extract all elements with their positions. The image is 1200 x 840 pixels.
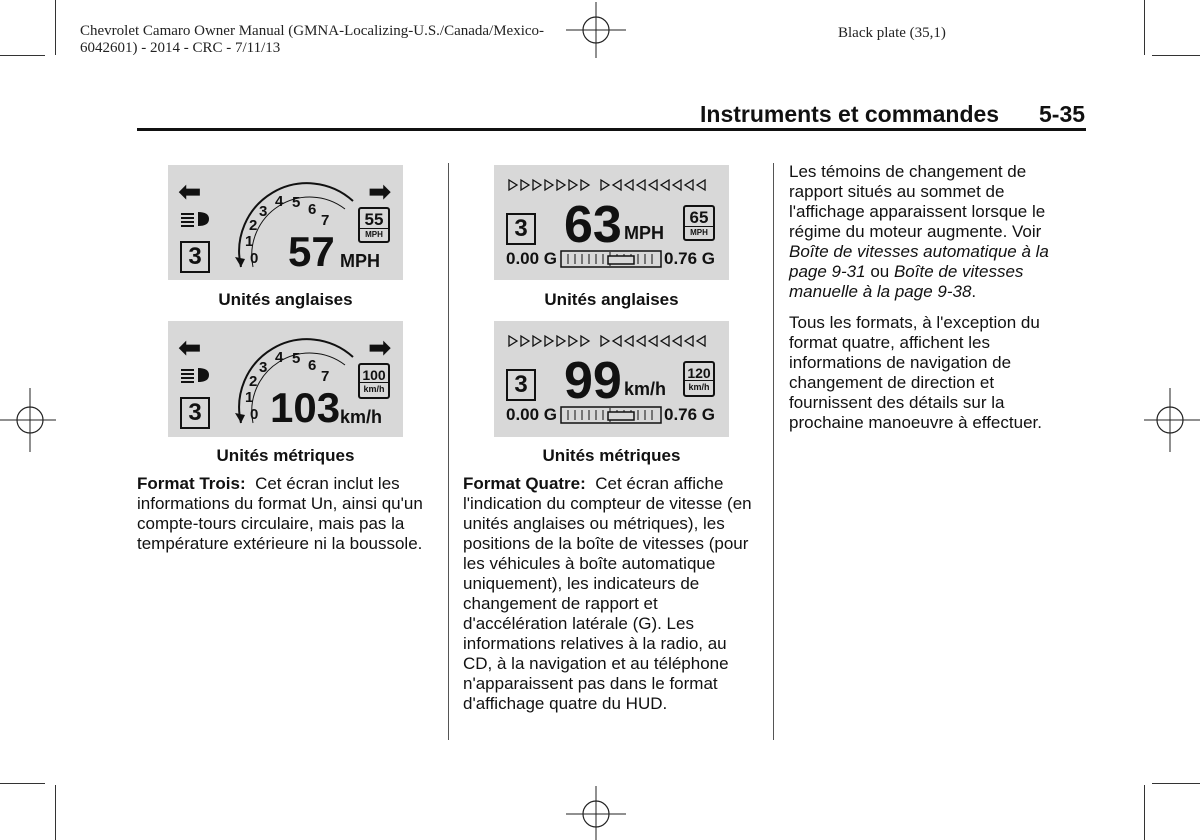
gear-indicator: 3 [180, 397, 210, 429]
crop-mark [1152, 783, 1200, 784]
gear-indicator: 3 [180, 241, 210, 273]
figure-caption: Unités anglaises [544, 290, 679, 309]
turn-left-arrow-icon: ⬅ [178, 332, 202, 363]
running-head-title: Instruments et commandes [700, 101, 1000, 127]
lateral-g-right: 0.76 G [664, 405, 716, 424]
speed-limit-unit: km/h [685, 380, 713, 392]
speed-limit-value: 65 [689, 208, 709, 227]
hud-figure-format4-mph [494, 165, 729, 280]
sentence-end: . [971, 282, 977, 301]
speed-limit-unit: km/h [360, 382, 388, 394]
format-four-text: Cet écran affiche l'indication du compteur de vitesse (en unités anglaises ou métriques), les positions de la boîte de vitesses (pour les véhicules à boîte automatique uniquement), les indicateurs de changement de rapport et d'accélération latérale (G). Les informations relatives à la radio, au CD, à la navigation et au téléphone n'apparaissent pas dans le format d'affichage quatre du HUD. [463, 474, 752, 713]
tach-tick-label: 5 [292, 194, 301, 211]
tach-tick-label: 4 [275, 349, 284, 366]
shift-light-indicator-icon [508, 334, 714, 348]
speed-limit-value: 100 [362, 367, 386, 383]
tach-tick-label: 5 [292, 350, 301, 367]
figure-caption: Unités métriques [216, 446, 355, 465]
speed-limit-unit: MPH [685, 226, 713, 237]
format-three-description [137, 474, 429, 565]
format-three-label: Format Trois: [137, 474, 246, 493]
crop-mark [0, 55, 45, 56]
tach-tick-label: 0 [250, 406, 259, 423]
crop-mark [55, 785, 56, 840]
high-beam-icon [180, 211, 210, 227]
tach-tick-label: 1 [245, 389, 254, 406]
format-four-description [463, 474, 759, 725]
lateral-g-left: 0.00 G [506, 249, 558, 268]
high-beam-icon [180, 367, 210, 383]
formats-navigation-text: Tous les formats, à l'exception du format quatre, affichent les informations de navigation de changement de direction et fournissent des détails sur la prochaine manoeuvre à effectuer. [789, 313, 1042, 432]
speed-unit: km/h [340, 407, 383, 427]
hud-figure-format3-mph [168, 165, 403, 280]
speed-value: 103 [270, 384, 341, 431]
column-divider [773, 163, 774, 740]
speed-limit-sign [358, 207, 390, 243]
speed-unit: MPH [340, 251, 380, 271]
crop-mark [1152, 55, 1200, 56]
header-rule [137, 128, 1086, 131]
hud-figure-format3-kmh [168, 321, 403, 437]
crop-mark [1144, 0, 1145, 55]
speed-unit: MPH [624, 223, 664, 243]
turn-right-arrow-icon: ➡ [368, 332, 392, 363]
speed-unit: km/h [624, 379, 667, 399]
header-plate: Black plate (35,1) [838, 25, 946, 41]
header-meta-line1: Chevrolet Camaro Owner Manual (GMNA-Localizing-U.S./Canada/Mexico- [80, 23, 545, 39]
crop-mark [0, 783, 45, 784]
column-divider [448, 163, 449, 740]
tach-tick-label: 1 [245, 233, 254, 250]
turn-right-arrow-icon: ➡ [368, 176, 392, 207]
tach-tick-label: 6 [308, 357, 317, 374]
registration-mark-left [0, 388, 56, 452]
speed-limit-sign [683, 205, 715, 241]
gear-indicator: 3 [506, 213, 536, 245]
speed-value: 63 [564, 196, 622, 254]
turn-left-arrow-icon: ⬅ [178, 176, 202, 207]
connector-text: ou [870, 262, 890, 281]
tach-tick-label: 2 [249, 373, 258, 390]
registration-mark-bottom [566, 786, 626, 840]
shift-indicator-description [789, 162, 1079, 444]
speed-limit-sign [358, 363, 390, 399]
format-three-text: Cet écran inclut les informations du format Un, ainsi qu'un compte-tours circulaire, mais pas la température extérieure ni la boussole. [137, 474, 423, 553]
lateral-g-bar [560, 406, 662, 424]
running-head-page-number: 5-35 [1039, 101, 1086, 127]
figure-caption: Unités anglaises [218, 290, 353, 309]
speed-limit-sign [683, 361, 715, 397]
shift-light-indicator-icon [508, 178, 714, 192]
tach-tick-label: 7 [321, 212, 330, 229]
crop-mark [55, 0, 56, 55]
lateral-g-bar [560, 250, 662, 268]
tach-tick-label: 2 [249, 217, 258, 234]
crop-mark [1144, 785, 1145, 840]
registration-mark-top [566, 2, 626, 58]
tach-tick-label: 6 [308, 201, 317, 218]
hud-figure-format4-kmh [494, 321, 729, 437]
link-automatic-transmission[interactable]: Boîte de vitesses automatique à la page 9-31 [789, 242, 1049, 281]
speed-limit-value: 55 [364, 210, 384, 229]
shift-indicator-text: Les témoins de changement de rapport situés au sommet de l'affichage apparaissent lorsque le régime du moteur augmente. Voir [789, 162, 1046, 241]
tach-tick-label: 4 [275, 193, 284, 210]
tach-tick-label: 0 [250, 250, 259, 267]
tach-tick-label: 7 [321, 368, 330, 385]
figure-caption: Unités métriques [542, 446, 681, 465]
tach-tick-label: 3 [259, 359, 268, 376]
lateral-g-right: 0.76 G [664, 249, 716, 268]
link-manual-transmission[interactable]: Boîte de vitesses manuelle à la page 9-38 [789, 262, 1024, 301]
registration-mark-right [1144, 388, 1200, 452]
speed-limit-value: 120 [687, 365, 711, 381]
speed-value: 57 [288, 228, 335, 275]
gear-indicator: 3 [506, 369, 536, 401]
tach-tick-label: 3 [259, 203, 268, 220]
speed-value: 99 [564, 352, 622, 410]
lateral-g-left: 0.00 G [506, 405, 558, 424]
format-four-label: Format Quatre: [463, 474, 586, 493]
header-meta-line2: 6042601) - 2014 - CRC - 7/11/13 [80, 40, 281, 56]
speed-limit-unit: MPH [360, 228, 388, 239]
